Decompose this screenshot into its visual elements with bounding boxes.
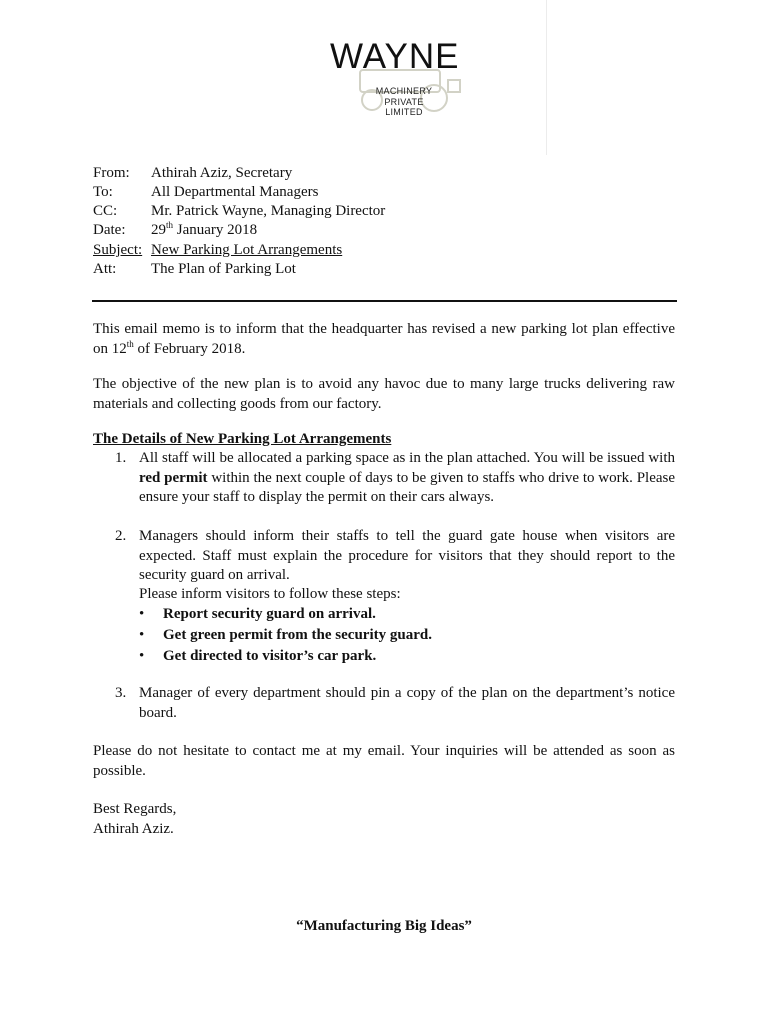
objective-paragraph: The objective of the new plan is to avoid any havoc due to many large trucks delivering raw materials and collecting goods from our factory. [93,376,675,412]
date-label: Date: [93,222,126,238]
logo-wordmark: WAYNE [330,37,460,76]
logo-subtitle-line1: MACHINERY [375,86,433,96]
page-divider-line [546,0,547,155]
red-permit-emphasis: red permit [139,469,208,486]
item-2-steps-intro: Please inform visitors to follow these steps: [139,586,401,602]
cc-label: CC: [93,203,118,219]
item-1-number: 1. [115,450,127,466]
subject-value: New Parking Lot Arrangements [151,242,343,258]
company-logo [326,36,476,116]
intro-paragraph: This email memo is to inform that the headquarter has revised a new parking lot plan effective on 12th of February 2018. [93,321,675,357]
logo-subtitle-line2: PRIVATE LIMITED [384,97,424,117]
item-3-text: Manager of every department should pin a copy of the plan on the department’s notice board. [139,685,675,721]
from-value: Athirah Aziz, Secretary [151,165,293,181]
header-divider-rule [92,300,677,302]
footer-tagline: “Manufacturing Big Ideas” [296,918,472,934]
item-2-number: 2. [115,528,127,544]
bullet-icon: • [139,606,145,622]
item-3-number: 3. [115,685,127,701]
item-1-text: All staff will be allocated a parking space as in the plan attached. You will be issued with red permit within the next couple of days to be given to staffs who drive to work. Please ensure your staff to display the permit on their cars always. [139,450,676,505]
signature-line: Athirah Aziz. [93,821,174,837]
att-value: The Plan of Parking Lot [151,261,296,277]
to-label: To: [93,184,113,200]
bullet-icon: • [139,648,145,664]
regards-line: Best Regards, [93,801,177,817]
att-label: Att: [93,261,117,277]
to-value: All Departmental Managers [151,184,319,200]
cc-value: Mr. Patrick Wayne, Managing Director [151,203,386,219]
closing-paragraph: Please do not hesitate to contact me at my email. Your inquiries will be attended as soon as possible. [93,743,675,779]
subject-label: Subject: [93,242,143,258]
item-2-text: Managers should inform their staffs to tell the guard gate house when visitors are expected. Staff must explain the procedure for visitors that they should report to the security guard on arrival. [139,528,675,583]
date-value: 29th January 2018 [151,220,258,238]
bullet-icon: • [139,627,145,643]
details-heading: The Details of New Parking Lot Arrangements [93,431,392,447]
from-label: From: [93,165,130,181]
